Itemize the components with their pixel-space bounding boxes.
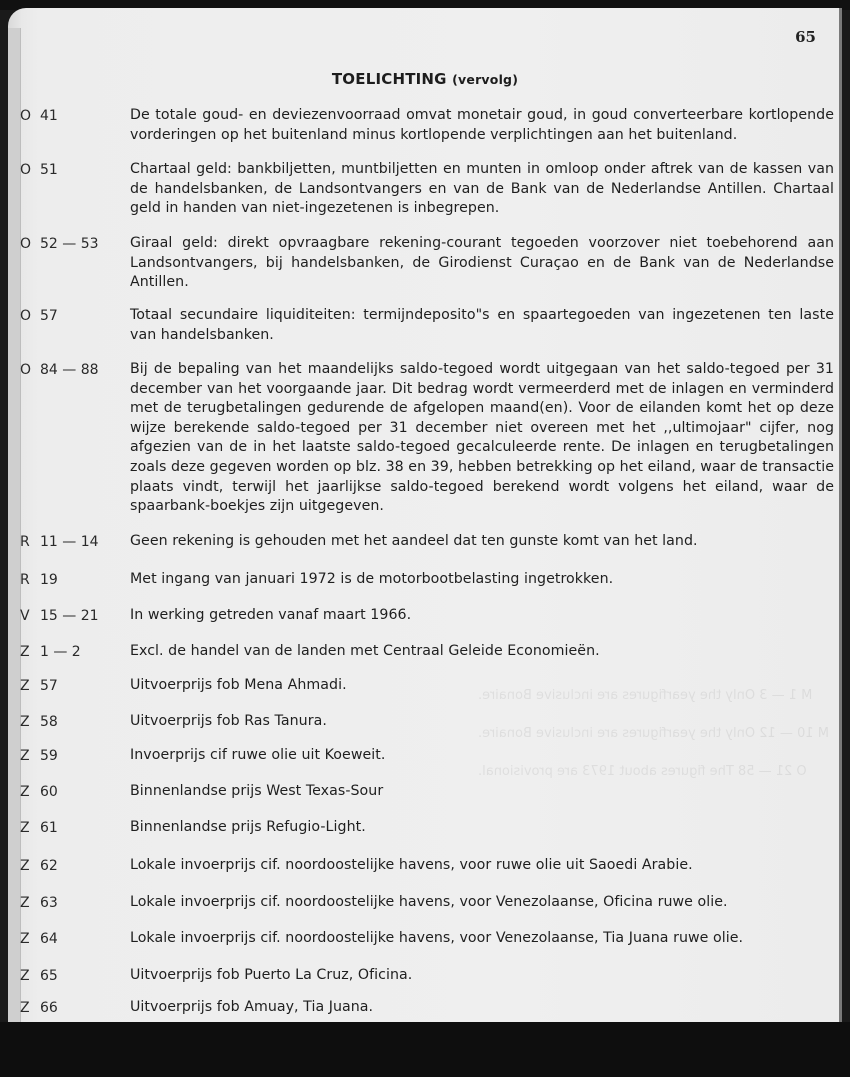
- table-letter: Z: [20, 748, 30, 764]
- show-through-text: M 10 — 12 Only the yearfigures are inclusive Bonaire.: [478, 726, 829, 741]
- note-entry: [18, 160, 834, 219]
- note-reference: [18, 966, 130, 986]
- row-reference: 51: [40, 162, 58, 178]
- note-text: Bij de bepaling van het maandelijks saldo-tegoed wordt uitgegaan van het saldo-tegoed per 31 december van het voorgaande jaar. Dit bedrag wordt vermeerderd met de inlagen en verminderd met de terugbetalingen gedurende de afgelopen maand(en). Voor de eilanden komt het op deze wijze berekende saldo-tegoed per 31 december niet overeen met het ,,ultimojaar" cijfer, nog afgezien van de in het laatste saldo-tegoed gecalculeerde rente. De inlagen en terugbetalingen zoals deze gegeven worden op blz. 38 en 39, hebben betrekking op het eiland, waar de transactie plaats vindt, terwijl het jaarlijkse saldo-tegoed berekend wordt volgens het eiland, waar de spaarbank-boekjes zijn uitgegeven.: [130, 361, 834, 515]
- note-text: De totale goud- en deviezenvoorraad omvat monetair goud, in goud converteerbare kortlopende vorderingen op het buitenland minus kortlopende verplichtingen aan het buitenland.: [130, 107, 834, 143]
- note-reference: [18, 160, 130, 219]
- note-text: Met ingang van januari 1972 is de motorbootbelasting ingetrokken.: [130, 571, 614, 587]
- row-reference: 57: [40, 308, 58, 324]
- note-reference: [18, 676, 130, 696]
- note-reference: [18, 606, 130, 626]
- title-main: TOELICHTING: [331, 70, 447, 88]
- table-letter: O: [20, 236, 32, 252]
- table-letter: Z: [20, 644, 30, 660]
- note-reference: [18, 106, 130, 145]
- table-letter: Z: [20, 784, 30, 800]
- note-entry: [18, 306, 834, 345]
- note-reference: [18, 642, 130, 662]
- page-number: 65: [795, 28, 816, 46]
- note-text: Geen rekening is gehouden met het aandeel dat ten gunste komt van het land.: [130, 533, 698, 549]
- note-reference: [18, 532, 130, 552]
- table-letter: Z: [20, 714, 30, 730]
- table-letter: Z: [20, 895, 30, 911]
- note-text: Totaal secundaire liquiditeiten: termijndeposito"s en spaartegoeden van ingezetenen ten laste van handelsbanken.: [130, 307, 834, 343]
- table-letter: O: [20, 162, 32, 178]
- note-text: Invoerprijs cif ruwe olie uit Koeweit.: [130, 747, 386, 763]
- note-entry: [18, 570, 834, 590]
- note-reference: [18, 306, 130, 345]
- row-reference: 19: [40, 572, 58, 588]
- note-reference: [18, 746, 130, 766]
- note-entry: [18, 929, 834, 949]
- note-reference: [18, 929, 130, 949]
- row-reference: 15 — 21: [40, 608, 99, 624]
- note-text: In werking getreden vanaf maart 1966.: [130, 607, 412, 623]
- table-letter: R: [20, 534, 30, 550]
- document-page: [8, 8, 842, 1023]
- table-letter: Z: [20, 820, 30, 836]
- note-text: Uitvoerprijs fob Mena Ahmadi.: [130, 677, 347, 693]
- note-text: Chartaal geld: bankbiljetten, muntbiljetten en munten in omloop onder aftrek van de kassen van de handelsbanken, de Landsontvangers en van de Bank van de Nederlandse Antillen. Chartaal geld in handen van niet-ingezetenen is inbegrepen.: [130, 161, 834, 217]
- note-entry: [18, 642, 834, 662]
- note-text: Uitvoerprijs fob Puerto La Cruz, Oficina.: [130, 967, 413, 983]
- note-reference: [18, 893, 130, 913]
- table-letter: O: [20, 108, 32, 124]
- table-letter: Z: [20, 968, 30, 984]
- note-entry: [18, 712, 834, 732]
- row-reference: 57: [40, 678, 58, 694]
- note-text: Excl. de handel van de landen met Centraal Geleide Economieën.: [130, 643, 600, 659]
- row-reference: 65: [40, 968, 58, 984]
- note-reference: [18, 712, 130, 732]
- row-reference: 84 — 88: [40, 362, 99, 378]
- note-entry: [18, 676, 834, 696]
- note-entry: [18, 606, 834, 626]
- note-reference: [18, 856, 130, 876]
- note-entry: [18, 234, 834, 293]
- note-reference: [18, 570, 130, 590]
- scan-bottom-edge: [0, 1022, 850, 1077]
- row-reference: 52 — 53: [40, 236, 99, 252]
- row-reference: 61: [40, 820, 58, 836]
- row-reference: 11 — 14: [40, 534, 99, 550]
- note-entry: [18, 782, 834, 802]
- table-letter: O: [20, 308, 32, 324]
- row-reference: 58: [40, 714, 58, 730]
- note-text: Uitvoerprijs fob Ras Tanura.: [130, 713, 327, 729]
- note-entry: [18, 818, 834, 838]
- row-reference: 59: [40, 748, 58, 764]
- row-reference: 63: [40, 895, 58, 911]
- note-entry: [18, 856, 834, 876]
- table-letter: Z: [20, 858, 30, 874]
- row-reference: 1 — 2: [40, 644, 81, 660]
- note-text: Binnenlandse prijs Refugio-Light.: [130, 819, 366, 835]
- note-reference: [18, 234, 130, 293]
- note-entry: [18, 998, 834, 1018]
- note-entry: [18, 360, 834, 517]
- table-letter: Z: [20, 1000, 30, 1016]
- show-through-text: O 21 — 58 The figures about 1973 are provisional.: [478, 764, 807, 779]
- note-reference: [18, 818, 130, 838]
- note-entry: [18, 106, 834, 145]
- note-entry: [18, 532, 834, 552]
- table-letter: O: [20, 362, 32, 378]
- row-reference: 62: [40, 858, 58, 874]
- note-reference: [18, 782, 130, 802]
- note-text: Lokale invoerprijs cif. noordoostelijke havens, voor Venezolaanse, Tia Juana ruwe olie.: [130, 930, 744, 946]
- note-reference: [18, 360, 130, 517]
- table-letter: V: [20, 608, 30, 624]
- note-text: Giraal geld: direkt opvraagbare rekening-courant tegoeden voorzover niet toebehorend aan Landsontvangers, bij handelsbanken, de Girodienst Curaçao en de Bank van de Nederlandse Antillen.: [130, 235, 834, 291]
- title-suffix: (vervolg): [452, 72, 519, 87]
- note-entry: [18, 966, 834, 986]
- row-reference: 64: [40, 931, 58, 947]
- note-text: Lokale invoerprijs cif. noordoostelijke havens, voor ruwe olie uit Saoedi Arabie.: [130, 857, 693, 873]
- row-reference: 41: [40, 108, 58, 124]
- note-text: Binnenlandse prijs West Texas-Sour: [130, 783, 384, 799]
- table-letter: R: [20, 572, 30, 588]
- note-entry: [18, 893, 834, 913]
- note-reference: [18, 998, 130, 1018]
- row-reference: 60: [40, 784, 58, 800]
- table-letter: Z: [20, 931, 30, 947]
- note-entry: [18, 746, 834, 766]
- note-text: Lokale invoerprijs cif. noordoostelijke havens, voor Venezolaanse, Oficina ruwe olie.: [130, 894, 728, 910]
- note-text: Uitvoerprijs fob Amuay, Tia Juana.: [130, 999, 374, 1015]
- row-reference: 66: [40, 1000, 58, 1016]
- page-title: [8, 70, 842, 88]
- show-through-text: M 1 — 3 Only the yearfigures are inclusive Bonaire.: [478, 688, 813, 703]
- table-letter: Z: [20, 678, 30, 694]
